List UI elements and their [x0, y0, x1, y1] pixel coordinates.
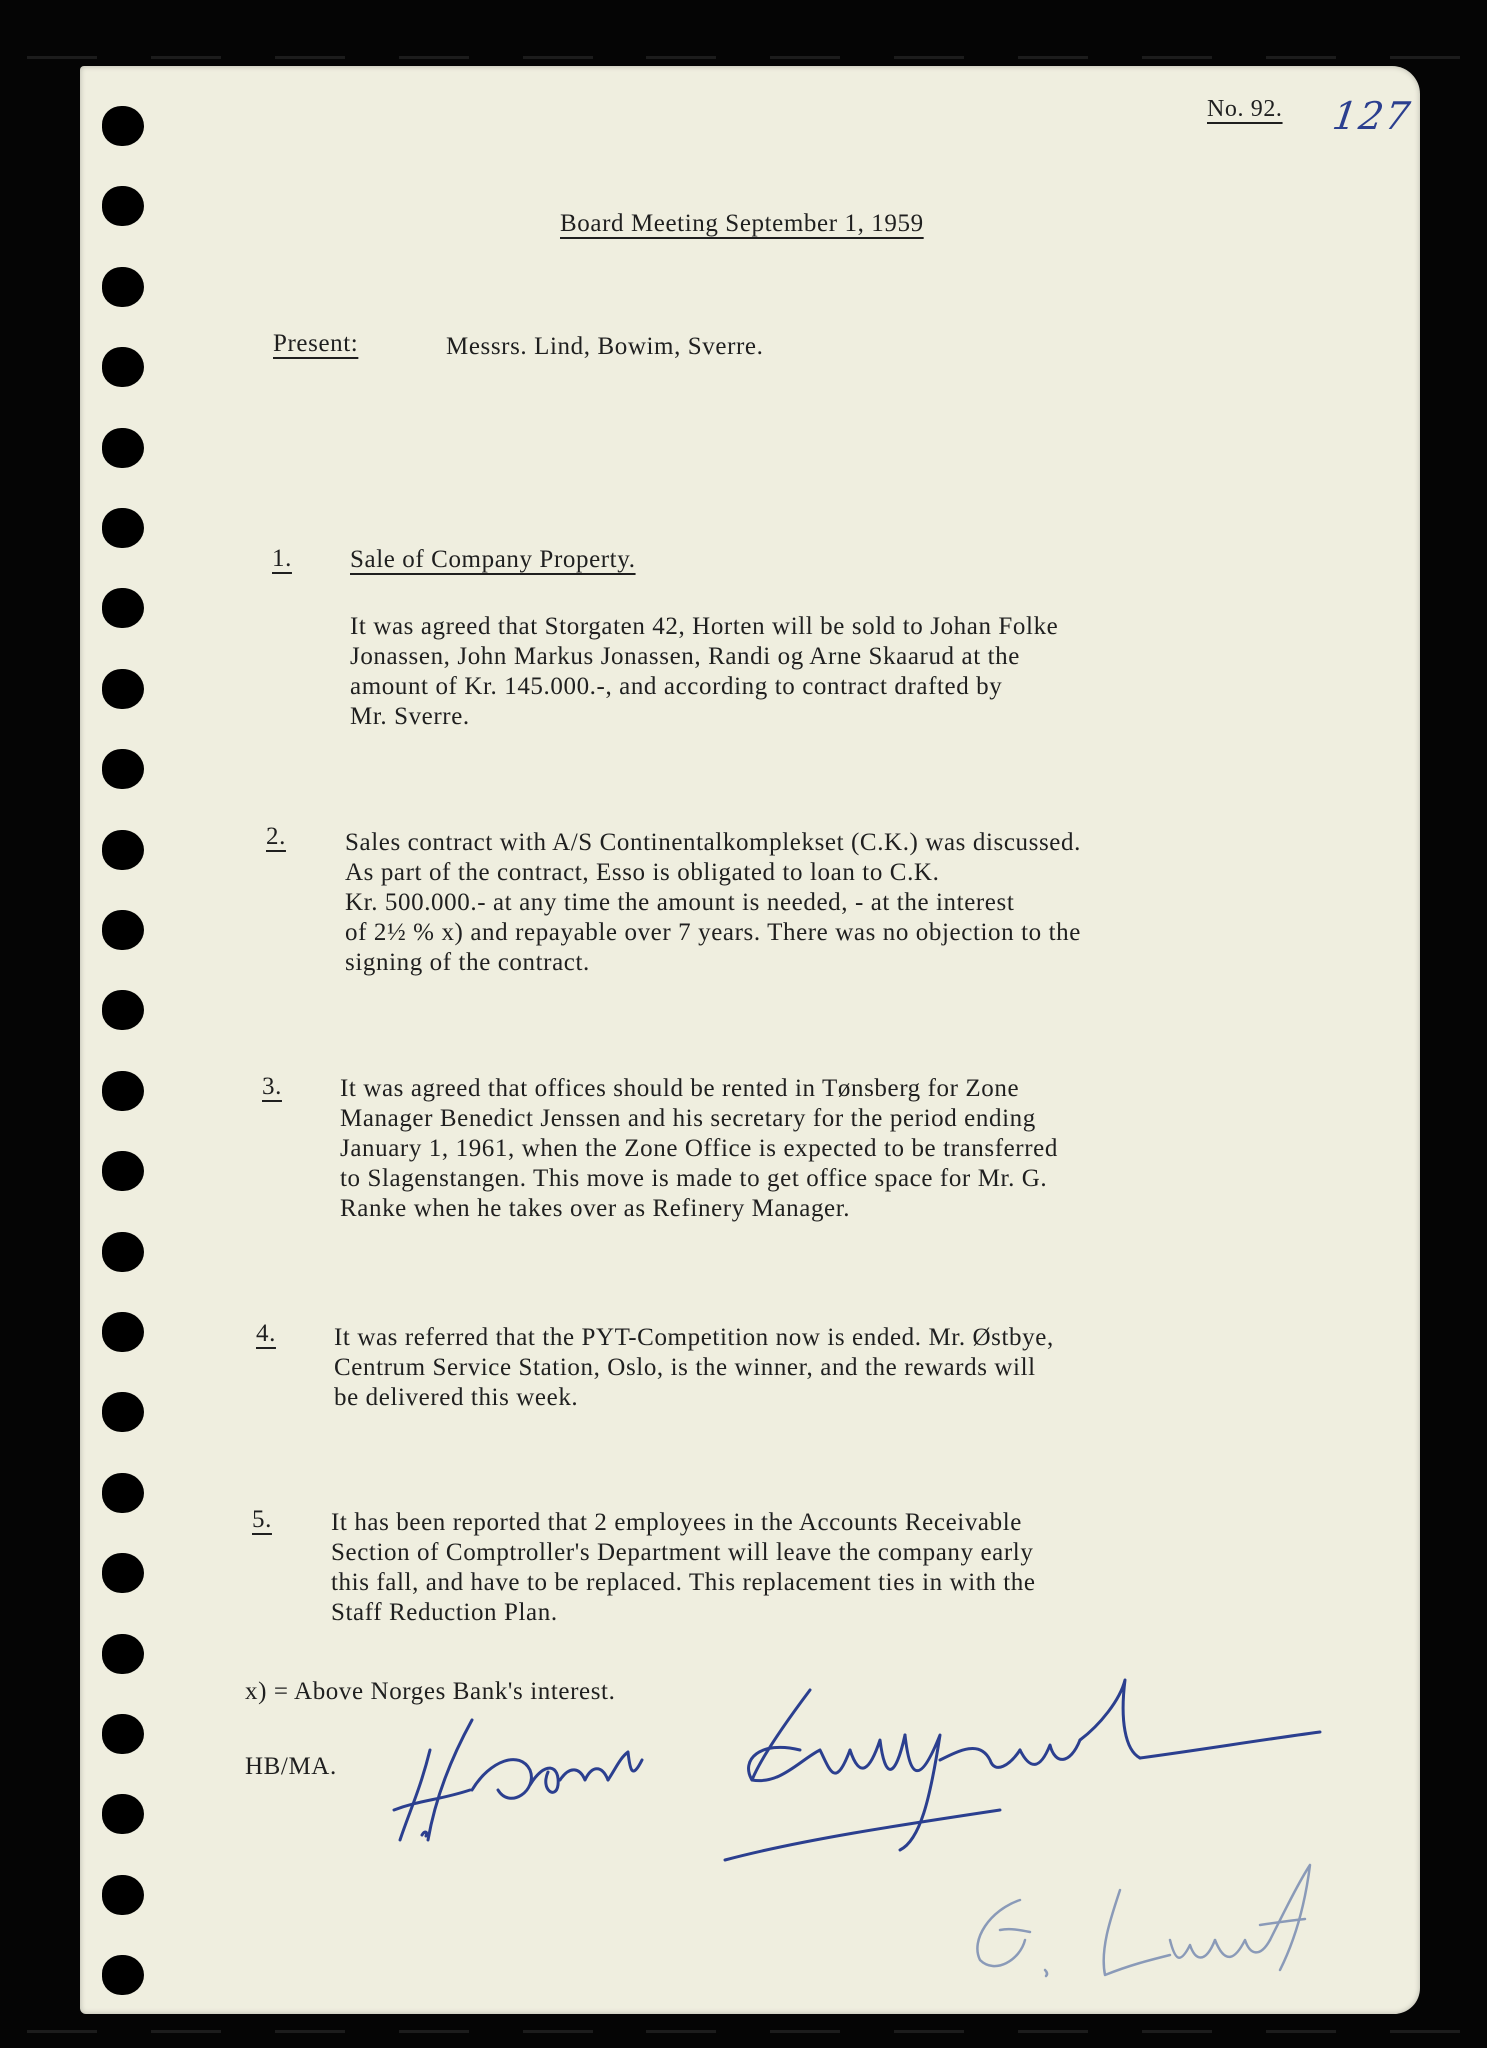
item-1-line: Jonassen, John Markus Jonassen, Randi og Arne Skaarud at the — [350, 643, 1020, 670]
binder-hole — [102, 669, 144, 709]
item-4-line: be delivered this week. — [334, 1384, 579, 1411]
footnote: x) = Above Norges Bank's interest. — [245, 1678, 616, 1705]
item-3-line: January 1, 1961, when the Zone Office is expected to be transferred — [340, 1135, 1058, 1162]
scan-edge-top — [0, 56, 1487, 62]
item-2-line: signing of the contract. — [345, 949, 590, 976]
present-names: Messrs. Lind, Bowim, Sverre. — [446, 333, 764, 360]
doc-number-text: No. 92. — [1207, 96, 1283, 122]
binder-hole — [102, 830, 144, 870]
item-4-number: 4. — [256, 1320, 276, 1347]
binder-hole — [102, 428, 144, 468]
doc-number — [1207, 96, 1283, 123]
item-5-line: this fall, and have to be replaced. This replacement ties in with the — [331, 1569, 1036, 1596]
scan-edge-bottom — [0, 2030, 1487, 2036]
item-3-line: Ranke when he takes over as Refinery Manager. — [340, 1195, 851, 1222]
item-5-line: Section of Comptroller's Department will leave the company early — [331, 1539, 1034, 1566]
item-1-line: amount of Kr. 145.000.-, and according to contract drafted by — [350, 673, 1003, 700]
signatures — [380, 1640, 1340, 2000]
item-1-line: It was agreed that Storgaten 42, Horten will be sold to Johan Folke — [350, 613, 1059, 640]
binder-hole — [102, 1151, 144, 1191]
binder-hole — [102, 267, 144, 307]
signature-sverre — [725, 1680, 1320, 1860]
binder-hole — [102, 1232, 144, 1272]
item-2-body — [345, 828, 1081, 978]
item-1-number: 1. — [272, 545, 292, 572]
item-5-line: It has been reported that 2 employees in the Accounts Receivable — [331, 1509, 1022, 1536]
item-3-body — [340, 1074, 1058, 1224]
item-2-number: 2. — [266, 823, 286, 850]
binder-hole — [102, 1473, 144, 1513]
item-1-body — [350, 612, 1058, 732]
item-2-line: Sales contract with A/S Continentalkomplekset (C.K.) was discussed. — [345, 829, 1081, 856]
binder-hole — [102, 1071, 144, 1111]
binder-hole — [102, 1312, 144, 1352]
item-2-line: Kr. 500.000.- at any time the amount is needed, - at the interest — [345, 889, 1015, 916]
page-number-handwritten: 127 — [1329, 94, 1415, 138]
item-5-number: 5. — [252, 1506, 272, 1533]
binder-hole — [102, 1714, 144, 1754]
item-4-line: Centrum Service Station, Oslo, is the winner, and the rewards will — [334, 1354, 1036, 1381]
binder-hole — [102, 1955, 144, 1995]
page-title: Board Meeting September 1, 1959 — [560, 210, 924, 237]
item-4-line: It was referred that the PYT-Competition now is ended. Mr. Østbye, — [334, 1324, 1054, 1351]
item-1-line: Mr. Sverre. — [350, 703, 470, 730]
binder-hole — [102, 106, 144, 146]
binder-hole — [102, 347, 144, 387]
item-3-number: 3. — [262, 1073, 282, 1100]
binder-hole — [102, 508, 144, 548]
binder-hole — [102, 749, 144, 789]
initials: HB/MA. — [245, 1753, 337, 1780]
item-3-line: Manager Benedict Jenssen and his secretary for the period ending — [340, 1105, 1036, 1132]
binder-hole — [102, 1553, 144, 1593]
item-4-body — [334, 1323, 1054, 1413]
item-5-body — [331, 1508, 1036, 1628]
binder-hole — [102, 1875, 144, 1915]
signature-lind — [977, 1865, 1310, 1976]
item-3-line: to Slagenstangen. This move is made to get office space for Mr. G. — [340, 1165, 1048, 1192]
binder-hole — [102, 910, 144, 950]
item-5-line: Staff Reduction Plan. — [331, 1599, 558, 1626]
present-label: Present: — [273, 330, 359, 357]
binder-hole — [102, 1634, 144, 1674]
item-3-line: It was agreed that offices should be rented in Tønsberg for Zone — [340, 1075, 1020, 1102]
signature-bowim — [394, 1720, 642, 1840]
item-1-heading: Sale of Company Property. — [350, 546, 636, 573]
item-2-line: As part of the contract, Esso is obligated to loan to C.K. — [345, 859, 940, 886]
item-2-line: of 2½ % x) and repayable over 7 years. There was no objection to the — [345, 919, 1081, 946]
